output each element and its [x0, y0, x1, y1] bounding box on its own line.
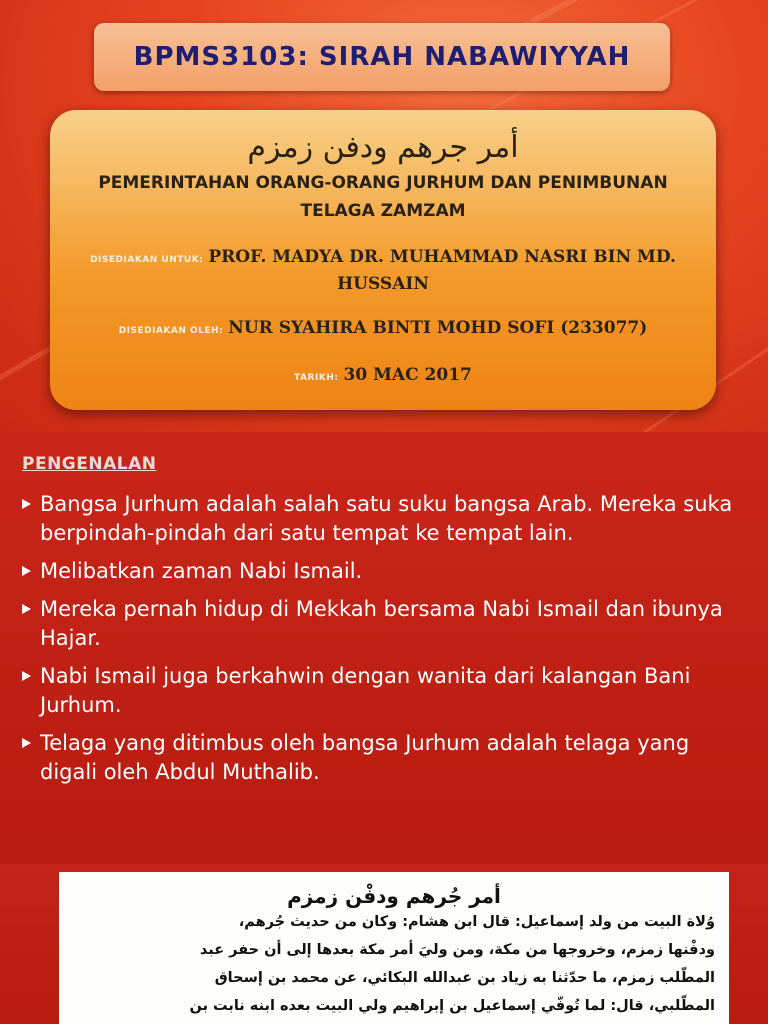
date-row	[50, 363, 716, 390]
arabic-text-line: ودفْنها زمزم، وخروجها من مكة، ومن وليَ أمر مكة بعدها إلى أن حفر عبد	[199, 942, 715, 958]
prepared-for-label: DISEDIAKAN UNTUK:	[90, 255, 204, 265]
triangle-bullet-icon	[22, 604, 31, 614]
list-item	[22, 729, 742, 787]
bullet-text: Nabi Ismail juga berkahwin dengan wanita dari kalangan Bani Jurhum.	[40, 664, 691, 717]
arabic-title: أمر جرهم ودفن زمزم	[247, 130, 519, 165]
date-label: TARIKH:	[294, 373, 339, 383]
bullet-text: Bangsa Jurhum adalah salah satu suku bangsa Arab. Mereka suka berpindah-pindah dari satu tempat ke tempat lain.	[40, 492, 733, 545]
prepared-for-value: PROF. MADYA DR. MUHAMMAD NASRI BIN MD. HUSSAIN	[208, 247, 676, 294]
prepared-by-label: DISEDIAKAN OLEH:	[118, 326, 224, 336]
bullet-text: Telaga yang ditimbus oleh bangsa Jurhum adalah telaga yang digali oleh Abdul Muthalib.	[40, 731, 690, 784]
list-item	[22, 595, 742, 653]
introduction-slide	[0, 432, 768, 864]
prepared-by-value: NUR SYAHIRA BINTI MOHD SOFI (233077)	[228, 318, 648, 338]
info-box	[50, 110, 716, 410]
arabic-text-line: المطّلب زمزم، ما حدّثنا به زياد بن عبدالله البكائي، عن محمد بن إسحاق	[214, 970, 715, 986]
section-heading: PENGENALAN	[22, 454, 157, 474]
list-item	[22, 557, 742, 586]
arabic-text-line: وُلاة البيت من ولد إسماعيل: قال ابن هشام: وكان من حديث جُرهم،	[238, 914, 715, 930]
triangle-bullet-icon	[22, 499, 31, 509]
prepared-for-row	[50, 245, 716, 296]
arabic-text-line: المطّلبي، قال: لما تُوفّي إسماعيل بن إبراهيم ولي البيت بعده ابنه نابت بن	[189, 998, 715, 1014]
subtitle: PEMERINTAHAN ORANG-ORANG JURHUM DAN PENIMBUNAN TELAGA ZAMZAM	[98, 173, 668, 221]
title-slide	[0, 0, 768, 432]
triangle-bullet-icon	[22, 738, 31, 748]
list-item	[22, 662, 742, 720]
bullet-text: Mereka pernah hidup di Mekkah bersama Nabi Ismail dan ibunya Hajar.	[40, 597, 723, 650]
prepared-by-row	[50, 316, 716, 343]
triangle-bullet-icon	[22, 671, 31, 681]
list-item	[22, 490, 742, 548]
arabic-page-title: أمر جُرهم ودفْن زمزم	[287, 884, 501, 908]
course-title-box	[94, 23, 670, 91]
date-value: 30 MAC 2017	[343, 365, 472, 385]
course-title: BPMS3103: SIRAH NABAWIYYAH	[133, 42, 631, 72]
bullet-list	[22, 490, 742, 796]
triangle-bullet-icon	[22, 566, 31, 576]
bullet-text: Melibatkan zaman Nabi Ismail.	[40, 559, 363, 583]
scanned-arabic-page	[59, 872, 729, 1024]
source-text-slide	[0, 864, 768, 1024]
